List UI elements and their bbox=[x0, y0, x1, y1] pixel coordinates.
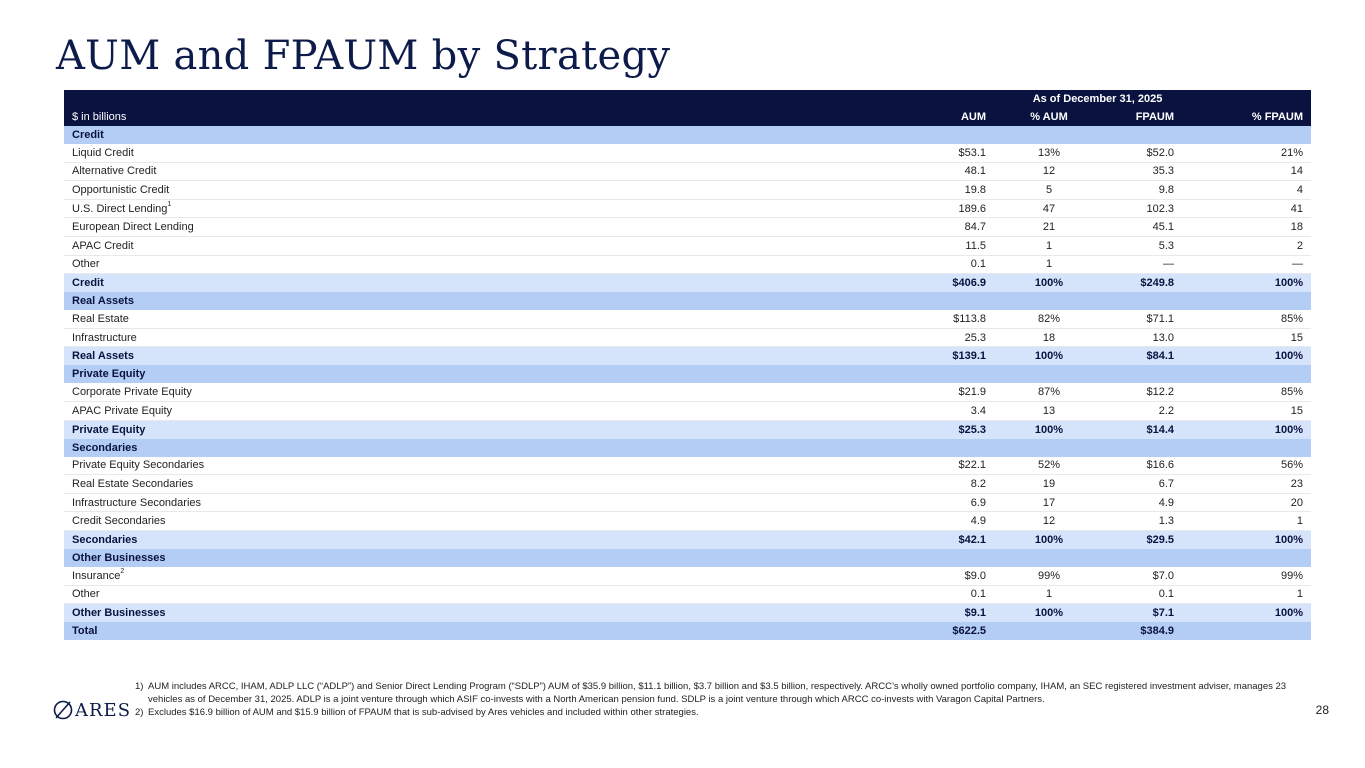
fpaum-cell: 0.1 bbox=[1104, 585, 1214, 604]
pct-aum-cell: 47 bbox=[994, 199, 1104, 218]
footnotes bbox=[135, 680, 1305, 719]
ares-logo-icon bbox=[52, 699, 74, 721]
row-label bbox=[64, 310, 884, 328]
fpaum-cell: 4.9 bbox=[1104, 493, 1214, 512]
pct-aum-cell: 13% bbox=[994, 144, 1104, 162]
row-label bbox=[64, 236, 884, 255]
fpaum-cell: $12.2 bbox=[1104, 383, 1214, 401]
aum-cell: 19.8 bbox=[884, 181, 994, 200]
aum-cell: $113.8 bbox=[884, 310, 994, 328]
pct-aum-cell: 12 bbox=[994, 162, 1104, 181]
as-of-date: As of December 31, 2025 bbox=[884, 90, 1311, 108]
pct-aum-cell: 21 bbox=[994, 218, 1104, 237]
aum-cell: 4.9 bbox=[884, 512, 994, 531]
table-row bbox=[64, 162, 1311, 181]
fpaum-cell: 5.3 bbox=[1104, 236, 1214, 255]
pct-aum-cell: 18 bbox=[994, 328, 1104, 347]
row-label bbox=[64, 475, 884, 494]
footnote-number: 2) bbox=[135, 707, 144, 718]
footnote-1 bbox=[135, 680, 1305, 706]
table-row bbox=[64, 401, 1311, 420]
aum-cell: $53.1 bbox=[884, 144, 994, 162]
fpaum-cell: $7.0 bbox=[1104, 567, 1214, 585]
aum-cell: $9.0 bbox=[884, 567, 994, 585]
fpaum-cell: 6.7 bbox=[1104, 475, 1214, 494]
section-header-label: Secondaries bbox=[64, 439, 1311, 457]
pct-fpaum-cell: 14 bbox=[1214, 162, 1311, 181]
pct-fpaum-cell: 1 bbox=[1214, 585, 1311, 604]
aum-cell: $21.9 bbox=[884, 383, 994, 401]
aum-cell: 84.7 bbox=[884, 218, 994, 237]
fpaum-cell: $71.1 bbox=[1104, 310, 1214, 328]
pct-aum-cell: 100% bbox=[994, 347, 1104, 366]
footnote-text: AUM includes ARCC, IHAM, ADLP LLC (“ADLP”) and Senior Direct Lending Program (“SDLP”) AUM of $35.9 billion, $11.1 billion, $3.7 billion and $3.5 billion, respectively. ARCC’s wholly owned portfolio company, IHAM, an SEC registered investment adviser, manages 23 vehicles as of December 31, 2025. ADLP is a joint venture through which ASIF co-invests with a North American pension fund. SDLP is a joint venture through which ARCC co-invests with Varagon Capital Partners. bbox=[148, 681, 1287, 705]
fpaum-cell: 2.2 bbox=[1104, 401, 1214, 420]
pct-fpaum-cell: 41 bbox=[1214, 199, 1311, 218]
table-row bbox=[64, 199, 1311, 218]
pct-aum-cell: 13 bbox=[994, 401, 1104, 420]
pct-aum-cell: 82% bbox=[994, 310, 1104, 328]
aum-cell: 0.1 bbox=[884, 255, 994, 274]
subtotal-label: Private Equity bbox=[64, 420, 884, 439]
pct-aum-cell: 12 bbox=[994, 512, 1104, 531]
pct-fpaum-cell: 100% bbox=[1214, 530, 1311, 549]
aum-cell: 11.5 bbox=[884, 236, 994, 255]
aum-cell: 0.1 bbox=[884, 585, 994, 604]
column-header-pct-fpaum: % FPAUM bbox=[1214, 108, 1311, 126]
aum-cell: $406.9 bbox=[884, 274, 994, 293]
row-label bbox=[64, 162, 884, 181]
pct-fpaum-cell: 20 bbox=[1214, 493, 1311, 512]
subtotal-label: Secondaries bbox=[64, 530, 884, 549]
subtotal-label: Credit bbox=[64, 274, 884, 293]
footnote-marker: 2 bbox=[120, 567, 125, 575]
pct-fpaum-cell: 100% bbox=[1214, 274, 1311, 293]
fpaum-cell: 102.3 bbox=[1104, 199, 1214, 218]
pct-fpaum-cell: 4 bbox=[1214, 181, 1311, 200]
row-label-text: U.S. Direct Lending bbox=[72, 202, 168, 215]
row-label-text: Alternative Credit bbox=[72, 165, 157, 178]
table-row bbox=[64, 567, 1311, 585]
pct-aum-cell: 17 bbox=[994, 493, 1104, 512]
table-row bbox=[64, 255, 1311, 274]
fpaum-cell: 35.3 bbox=[1104, 162, 1214, 181]
subtotal-row bbox=[64, 274, 1311, 293]
pct-aum-cell: 1 bbox=[994, 236, 1104, 255]
table-row bbox=[64, 493, 1311, 512]
table-row bbox=[64, 383, 1311, 401]
page-title: AUM and FPAUM by Strategy bbox=[56, 33, 671, 79]
aum-cell: $25.3 bbox=[884, 420, 994, 439]
subtotal-row bbox=[64, 530, 1311, 549]
aum-cell: $22.1 bbox=[884, 457, 994, 475]
unit-label: $ in billions bbox=[64, 108, 884, 126]
pct-aum-cell: 100% bbox=[994, 604, 1104, 623]
footnote-marker: 1 bbox=[167, 200, 172, 208]
subtotal-label: Other Businesses bbox=[64, 604, 884, 623]
logo-text: ARES bbox=[75, 699, 132, 721]
table-row bbox=[64, 218, 1311, 237]
row-label bbox=[64, 493, 884, 512]
row-label bbox=[64, 383, 884, 401]
pct-fpaum-cell: 2 bbox=[1214, 236, 1311, 255]
section-header-secondaries bbox=[64, 439, 1311, 457]
section-header-real-assets bbox=[64, 292, 1311, 310]
page-number: 28 bbox=[1315, 703, 1329, 717]
pct-aum-cell: 5 bbox=[994, 181, 1104, 200]
pct-fpaum-cell: 85% bbox=[1214, 383, 1311, 401]
fpaum-cell: 9.8 bbox=[1104, 181, 1214, 200]
row-label bbox=[64, 567, 884, 585]
row-label bbox=[64, 401, 884, 420]
table-row bbox=[64, 144, 1311, 162]
fpaum-cell: $84.1 bbox=[1104, 347, 1214, 366]
pct-aum-cell: 100% bbox=[994, 530, 1104, 549]
row-label-text: Credit Secondaries bbox=[72, 515, 166, 528]
aum-cell: 8.2 bbox=[884, 475, 994, 494]
section-header-credit bbox=[64, 126, 1311, 144]
column-header-fpaum: FPAUM bbox=[1104, 108, 1214, 126]
aum-fpaum-table bbox=[64, 90, 1311, 640]
row-label bbox=[64, 585, 884, 604]
fpaum-cell: 45.1 bbox=[1104, 218, 1214, 237]
row-label-text: Real Estate bbox=[72, 312, 129, 325]
section-header-label: Credit bbox=[64, 126, 1311, 144]
pct-aum-cell: 1 bbox=[994, 585, 1104, 604]
section-header-private-equity bbox=[64, 365, 1311, 383]
section-header-label: Other Businesses bbox=[64, 549, 1311, 567]
table-header-columns-row bbox=[64, 108, 1311, 126]
subtotal-row bbox=[64, 604, 1311, 623]
row-label-text: Infrastructure bbox=[72, 331, 137, 344]
row-label-text: APAC Private Equity bbox=[72, 404, 173, 417]
pct-aum-cell: 100% bbox=[994, 420, 1104, 439]
table-row bbox=[64, 512, 1311, 531]
pct-fpaum-cell: 99% bbox=[1214, 567, 1311, 585]
fpaum-cell: $384.9 bbox=[1104, 622, 1214, 640]
row-label-text: Insurance bbox=[72, 569, 121, 582]
fpaum-cell: $7.1 bbox=[1104, 604, 1214, 623]
aum-cell: $139.1 bbox=[884, 347, 994, 366]
row-label bbox=[64, 255, 884, 274]
pct-fpaum-cell: 23 bbox=[1214, 475, 1311, 494]
fpaum-cell: $29.5 bbox=[1104, 530, 1214, 549]
ares-logo bbox=[52, 699, 131, 721]
subtotal-label: Real Assets bbox=[64, 347, 884, 366]
row-label bbox=[64, 181, 884, 200]
subtotal-row bbox=[64, 347, 1311, 366]
total-row bbox=[64, 622, 1311, 640]
pct-fpaum-cell: 100% bbox=[1214, 604, 1311, 623]
pct-fpaum-cell: 100% bbox=[1214, 347, 1311, 366]
row-label-text: Other bbox=[72, 588, 100, 601]
fpaum-cell: $52.0 bbox=[1104, 144, 1214, 162]
fpaum-cell: $16.6 bbox=[1104, 457, 1214, 475]
fpaum-cell: $249.8 bbox=[1104, 274, 1214, 293]
fpaum-cell: $14.4 bbox=[1104, 420, 1214, 439]
aum-cell: 3.4 bbox=[884, 401, 994, 420]
aum-cell: 6.9 bbox=[884, 493, 994, 512]
fpaum-cell: 1.3 bbox=[1104, 512, 1214, 531]
pct-fpaum-cell bbox=[1214, 622, 1311, 640]
pct-fpaum-cell: 15 bbox=[1214, 401, 1311, 420]
row-label bbox=[64, 218, 884, 237]
pct-aum-cell: 99% bbox=[994, 567, 1104, 585]
row-label-text: European Direct Lending bbox=[72, 221, 194, 234]
pct-aum-cell bbox=[994, 622, 1104, 640]
table-row bbox=[64, 475, 1311, 494]
pct-aum-cell: 100% bbox=[994, 274, 1104, 293]
row-label-text: Opportunistic Credit bbox=[72, 183, 170, 196]
row-label-text: Other bbox=[72, 258, 100, 271]
pct-fpaum-cell: 56% bbox=[1214, 457, 1311, 475]
aum-cell: $42.1 bbox=[884, 530, 994, 549]
section-header-label: Private Equity bbox=[64, 365, 1311, 383]
row-label-text: Liquid Credit bbox=[72, 146, 134, 159]
table-row bbox=[64, 457, 1311, 475]
footnote-2 bbox=[135, 706, 1305, 719]
column-header-pct-aum: % AUM bbox=[994, 108, 1104, 126]
fpaum-cell: — bbox=[1104, 255, 1214, 274]
table-row bbox=[64, 181, 1311, 200]
row-label-text: Private Equity Secondaries bbox=[72, 459, 205, 472]
aum-cell: $622.5 bbox=[884, 622, 994, 640]
aum-cell: 48.1 bbox=[884, 162, 994, 181]
total-label: Total bbox=[64, 622, 884, 640]
pct-fpaum-cell: 100% bbox=[1214, 420, 1311, 439]
row-label-text: Infrastructure Secondaries bbox=[72, 496, 202, 509]
pct-fpaum-cell: 85% bbox=[1214, 310, 1311, 328]
row-label-text: APAC Credit bbox=[72, 239, 134, 252]
table-row bbox=[64, 310, 1311, 328]
footnote-text: Excludes $16.9 billion of AUM and $15.9 billion of FPAUM that is sub-advised by Ares vehicles and included within other strategies. bbox=[148, 707, 699, 718]
row-label bbox=[64, 328, 884, 347]
aum-cell: 189.6 bbox=[884, 199, 994, 218]
row-label-text: Corporate Private Equity bbox=[72, 386, 192, 399]
section-header-label: Real Assets bbox=[64, 292, 1311, 310]
row-label bbox=[64, 512, 884, 531]
pct-fpaum-cell: 15 bbox=[1214, 328, 1311, 347]
pct-fpaum-cell: 18 bbox=[1214, 218, 1311, 237]
pct-fpaum-cell: 1 bbox=[1214, 512, 1311, 531]
pct-aum-cell: 87% bbox=[994, 383, 1104, 401]
row-label bbox=[64, 144, 884, 162]
aum-cell: $9.1 bbox=[884, 604, 994, 623]
pct-aum-cell: 1 bbox=[994, 255, 1104, 274]
aum-cell: 25.3 bbox=[884, 328, 994, 347]
pct-aum-cell: 19 bbox=[994, 475, 1104, 494]
row-label bbox=[64, 457, 884, 475]
table-row bbox=[64, 328, 1311, 347]
footnote-number: 1) bbox=[135, 681, 144, 692]
pct-fpaum-cell: 21% bbox=[1214, 144, 1311, 162]
row-label-text: Real Estate Secondaries bbox=[72, 477, 194, 490]
column-header-aum: AUM bbox=[884, 108, 994, 126]
table-header-date-row bbox=[64, 90, 1311, 108]
row-label bbox=[64, 199, 884, 218]
table-row bbox=[64, 236, 1311, 255]
subtotal-row bbox=[64, 420, 1311, 439]
pct-fpaum-cell: — bbox=[1214, 255, 1311, 274]
pct-aum-cell: 52% bbox=[994, 457, 1104, 475]
table-row bbox=[64, 585, 1311, 604]
fpaum-cell: 13.0 bbox=[1104, 328, 1214, 347]
section-header-other-businesses bbox=[64, 549, 1311, 567]
